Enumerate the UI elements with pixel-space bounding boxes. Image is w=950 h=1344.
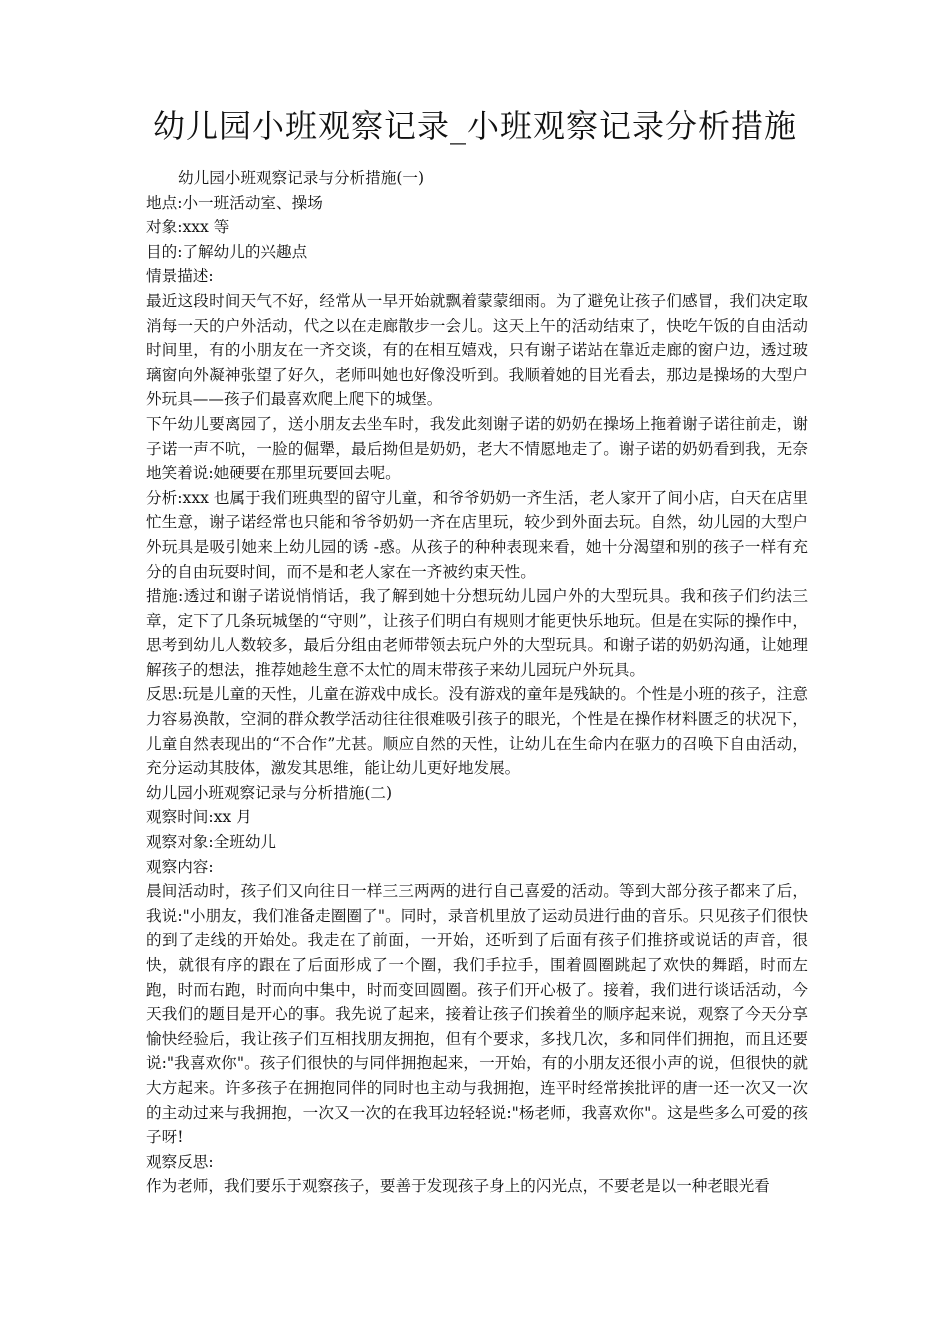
analysis-paragraph: 分析:xxx 也属于我们班典型的留守儿童，和爷爷奶奶一齐生活，老人家开了间小店，白天在店里忙生意，谢子诺经常也只能和爷爷奶奶一齐在店里玩，较少到外面去玩。自然，幼儿园的大型户外玩具是吸引她来上幼儿园的诱 -惑。从孩子的种种表现来看，她十分渴望和别的孩子一样有充分的自由玩耍时间，而不是和老人家在一齐被约束天性。 [146,488,808,581]
observation-content-paragraph: 晨间活动时，孩子们又向往日一样三三两两的进行自己喜爱的活动。等到大部分孩子都来了后，我说:"小朋友，我们准备走圈圈了"。同时，录音机里放了运动员进行曲的音乐。只见孩子们很快的到了走线的开始处。我走在了前面，一开始，还听到了后面有孩子们推挤或说话的声音，很快，就很有序的跟在了后面形成了一个圈，我们手拉手，围着圆圈跳起了欢快的舞蹈，时而左跑，时而右跑，时而向中集中，时而变回圆圈。孩子们开心极了。接着，我们进行谈话活动，今天我们的题目是开心的事。我先说了起来，接着让孩子们挨着坐的顺序起来说，观察了今天分享愉快经验后，我让孩子们互相找朋友拥抱，但有个要求，多找几次，多和同伴们拥抱，而且还要说:"我喜欢你"。孩子们很快的与同伴拥抱起来，一开始，有的小朋友还很小声的说，但很快的就大方起来。许多孩子在拥抱同伴的同时也主动与我拥抱，连平时经常挨批评的唐一还一次又一次的主动过来与我拥抱，一次又一次的在我耳边轻轻说:"杨老师，我喜欢你"。这是些多么可爱的孩子呀! [146,882,808,1147]
observation-content-label: 观察内容: [146,857,214,876]
document-body [146,166,808,1199]
measures-paragraph: 措施:透过和谢子诺说悄悄话，我了解到她十分想玩幼儿园户外的大型玩具。我和孩子们约法三章，定下了几条玩城堡的“守则”，让孩子们明白有规则才能更快乐地玩。但是在实际的操作中，思考到幼儿人数较多，最后分组由老师带领去玩户外的大型玩具。和谢子诺的奶奶沟通，让她理解孩子的想法，推荐她趁生意不太忙的周末带孩子来幼儿园玩户外玩具。 [146,587,808,679]
location-line: 地点:小一班活动室、操场 [146,193,323,212]
section-heading-1: 幼儿园小班观察记录与分析措施(一) [178,169,425,187]
observation-time-line: 观察时间:xx 月 [146,808,252,827]
subject-line: 对象:xxx 等 [146,218,230,237]
scene-label: 情景描述: [146,267,214,286]
section-heading-2: 幼儿园小班观察记录与分析措施(二) [146,783,393,802]
observation-reflection-paragraph: 作为老师，我们要乐于观察孩子，要善于发现孩子身上的闪光点，不要老是以一种老眼光看 [146,1177,770,1196]
reflection-paragraph: 反思:玩是儿童的天性，儿童在游戏中成长。没有游戏的童年是残缺的。个性是小班的孩子，注意力容易涣散，空洞的群众教学活动往往很难吸引孩子的眼光，个性是在操作材料匮乏的状况下，儿童自然表现出的“不合作”尤甚。顺应自然的天性，让幼儿在生命内在驱力的召唤下自由活动，充分运动其肢体，激发其思维，能让幼儿更好地发展。 [146,685,808,778]
observation-subject-line: 观察对象:全班幼儿 [146,833,277,852]
document-title: 幼儿园小班观察记录_小班观察记录分析措施 [152,107,797,145]
purpose-line: 目的:了解幼儿的兴趣点 [146,242,308,261]
scene-paragraph: 最近这段时间天气不好，经常从一早开始就飘着蒙蒙细雨。为了避免让孩子们感冒，我们决定取消每一天的户外活动，代之以在走廊散步一会儿。这天上午的活动结束了，快吃午饭的自由活动时间里，有的小朋友在一齐交谈，有的在相互嬉戏，只有谢子诺站在靠近走廊的窗户边，透过玻璃窗向外凝神张望了好久，老师叫她也好像没听到。我顺着她的目光看去，那边是操场的大型户外玩具——孩子们最喜欢爬上爬下的城堡。 [146,291,808,409]
afternoon-paragraph: 下午幼儿要离园了，送小朋友去坐车时，我发此刻谢子诺的奶奶在操场上拖着谢子诺往前走，谢子诺一声不吭，一脸的倔犟，最后拗但是奶奶，老大不情愿地走了。谢子诺的奶奶看到我，无奈地笑着说:她硬要在那里玩要回去呢。 [146,414,808,483]
observation-reflection-label: 观察反思: [146,1152,214,1171]
